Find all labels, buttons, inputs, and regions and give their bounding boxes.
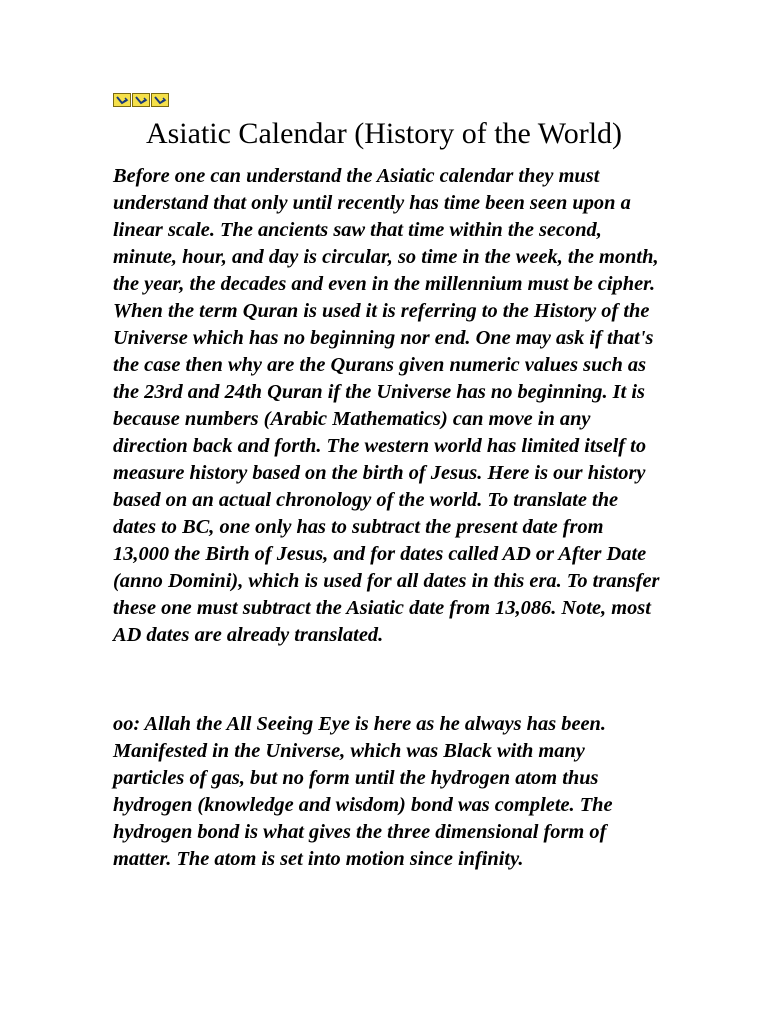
arrow-icon[interactable] <box>132 93 150 107</box>
oo-paragraph: oo: Allah the All Seeing Eye is here as he always has been. Manifested in the Universe, which was Black with many particles of gas, but no form until the hydrogen atom thus hydrogen (knowledge and wisdom) bond was complete. The hydrogen bond is what gives the three dimensional form of matter. The atom is set into motion since infinity. <box>113 713 613 870</box>
intro-paragraph: Before one can understand the Asiatic calendar they must understand that only until recently has time been seen upon a linear scale. The ancients saw that time within the second, minute, hour, and day is circular, so time in the week, the month, the year, the decades and even in the millennium must be cipher. When the term Quran is used it is referring to the History of the Universe which has no beginning nor end. One may ask if that's the case then why are the Qurans given numeric values such as the 23rd and 24th Quran if the Universe has no beginning. It is because numbers (Arabic Mathematics) can move in any direction back and forth. The western world has limited itself to measure history based on the birth of Jesus. Here is our history based on an actual chronology of the world. To translate the dates to BC, one only has to subtract the present date from 13,000 the Birth of Jesus, and for dates called AD or After Date (anno Domini), which is used for all dates in this era. To transfer these one must subtract the Asiatic date from 13,086. Note, most AD dates are already translated. <box>113 165 660 646</box>
page-title: Asiatic Calendar (History of the World) <box>145 117 623 150</box>
nav-icon-row <box>113 93 169 107</box>
arrow-icon[interactable] <box>113 93 131 107</box>
arrow-icon[interactable] <box>151 93 169 107</box>
